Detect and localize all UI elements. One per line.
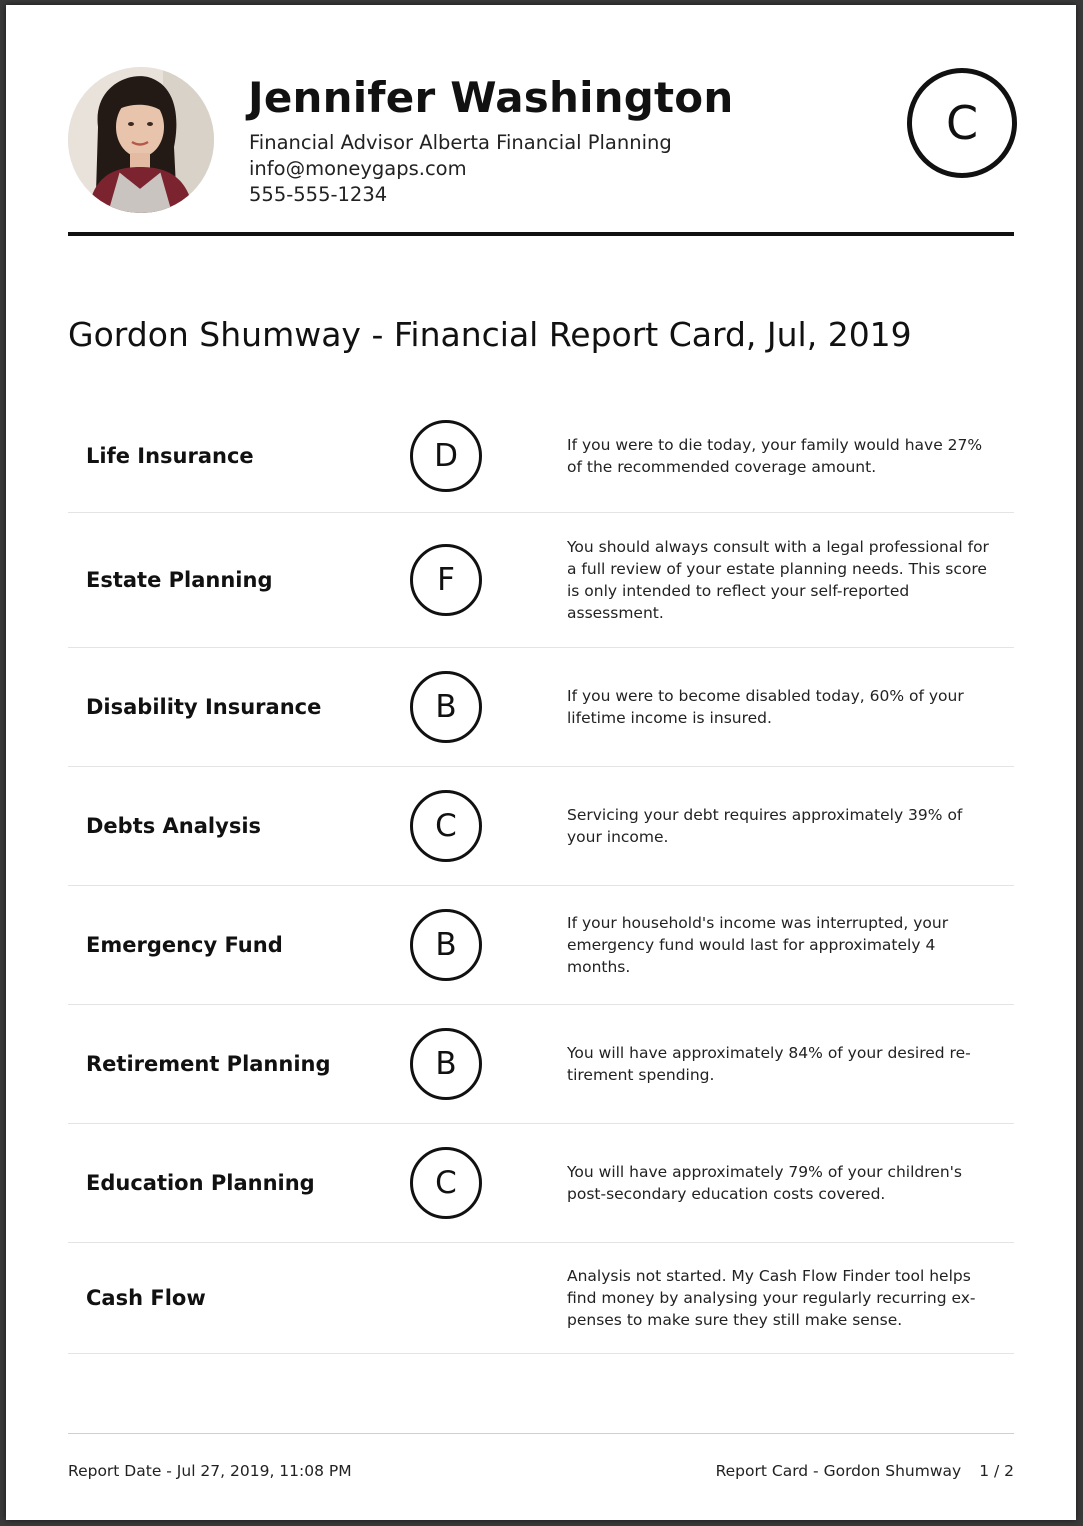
category-description: You should always consult with a legal professional for a full review of your estate planning needs. This score is only intended to reflect your self-reported assessment. — [567, 538, 989, 622]
category-label: Education Planning — [86, 1171, 315, 1195]
category-row-life-insurance — [68, 400, 1014, 513]
category-description: If you were to become disabled today, 60% of your lifetime income is insured. — [567, 687, 964, 727]
advisor-photo-icon — [68, 67, 214, 213]
category-row-disability-insurance — [68, 648, 1014, 767]
report-title: Gordon Shumway - Financial Report Card, Jul, 2019 — [68, 315, 912, 354]
advisor-title: Financial Advisor Alberta Financial Planning — [249, 131, 672, 154]
category-label: Disability Insurance — [86, 695, 322, 719]
category-description: Analysis not started. My Cash Flow Finder tool helps find money by analysing your regularly recurring ex-penses to make sure they still make sense. — [567, 1267, 976, 1329]
advisor-avatar — [68, 67, 214, 213]
page-number: 1 / 2 — [979, 1462, 1014, 1480]
category-row-debts-analysis — [68, 767, 1014, 886]
category-grade: D — [410, 420, 482, 492]
category-grade: C — [410, 1147, 482, 1219]
category-grade: B — [410, 671, 482, 743]
report-card-label: Report Card - Gordon Shumway — [715, 1462, 962, 1480]
category-label: Debts Analysis — [86, 814, 262, 838]
category-description: You will have approximately 84% of your desired re-tirement spending. — [567, 1044, 971, 1084]
category-label: Estate Planning — [86, 568, 273, 592]
advisor-name: Jennifer Washington — [248, 73, 734, 122]
footer-report-label — [716, 1462, 1014, 1480]
report-date: Report Date - Jul 27, 2019, 11:08 PM — [68, 1462, 352, 1480]
category-grade: B — [410, 1028, 482, 1100]
category-row-estate-planning — [68, 513, 1014, 648]
category-label: Life Insurance — [86, 444, 254, 468]
category-row-education-planning — [68, 1124, 1014, 1243]
category-label: Emergency Fund — [86, 933, 283, 957]
category-description: If you were to die today, your family would have 27% of the recommended coverage amount. — [567, 436, 983, 476]
category-row-cash-flow — [68, 1243, 1014, 1354]
category-grade: C — [410, 790, 482, 862]
header-divider — [68, 232, 1014, 236]
category-list — [68, 400, 1014, 1354]
category-row-retirement-planning — [68, 1005, 1014, 1124]
footer-divider — [68, 1433, 1014, 1434]
category-grade: B — [410, 909, 482, 981]
advisor-phone: 555-555-1234 — [249, 183, 388, 206]
category-description: You will have approximately 79% of your children's post-secondary education costs covered. — [567, 1163, 962, 1203]
category-label: Retirement Planning — [86, 1052, 331, 1076]
category-label: Cash Flow — [86, 1286, 206, 1310]
category-description: Servicing your debt requires approximately 39% of your income. — [567, 806, 963, 846]
category-row-emergency-fund — [68, 886, 1014, 1005]
advisor-email: info@moneygaps.com — [249, 157, 467, 180]
report-page — [6, 5, 1076, 1520]
overall-grade-badge: C — [907, 68, 1017, 178]
category-grade: F — [410, 544, 482, 616]
category-description: If your household's income was interrupted, your emergency fund would last for approximately 4 months. — [567, 914, 949, 976]
